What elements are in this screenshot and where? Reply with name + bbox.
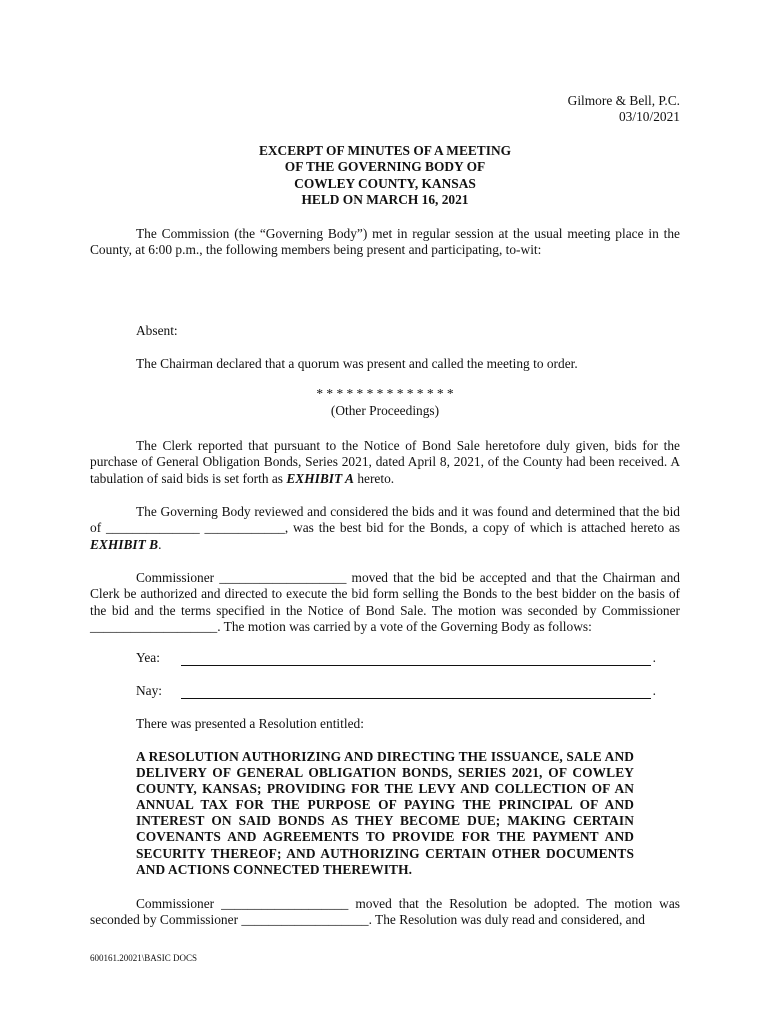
- presented-paragraph: There was presented a Resolution entitled:: [136, 716, 364, 731]
- nay-blank: [181, 686, 651, 699]
- title-line: OF THE GOVERNING BODY OF: [284, 159, 486, 175]
- document-footer: 600161.20021\BASIC DOCS: [90, 953, 198, 963]
- yea-vote-line: [136, 650, 656, 666]
- review-text: The Governing Body reviewed and considered the bids and it was found and determined that the bid of ______________ ____________, was the best bid for the Bonds, a copy of which is attached hereto as: [90, 504, 680, 536]
- other-proceedings: (Other Proceedings): [330, 403, 440, 418]
- clerk-paragraph: [90, 438, 680, 487]
- adopt-paragraph: Commissioner ___________________ moved that the Resolution be adopted. The motion was seconded by Commissioner ___________________. The Resolution was duly read and considered, and: [90, 896, 680, 928]
- quorum-paragraph: The Chairman declared that a quorum was present and called the meeting to order.: [136, 356, 578, 371]
- intro-paragraph: The Commission (the “Governing Body”) met in regular session at the usual meeting place in the County, at 6:00 p.m., the following members being present and participating, to-wit:: [90, 226, 680, 258]
- yea-blank: [181, 653, 651, 666]
- document-title: [90, 143, 680, 209]
- absent-label: Absent:: [136, 323, 178, 338]
- title-line: HELD ON MARCH 16, 2021: [301, 192, 469, 208]
- firm-name: Gilmore & Bell, P.C.: [567, 93, 680, 108]
- nay-period: .: [652, 683, 656, 698]
- exhibit-a-reference: EXHIBIT A: [286, 470, 354, 486]
- resolution-title: A RESOLUTION AUTHORIZING AND DIRECTING THE ISSUANCE, SALE AND DELIVERY OF GENERAL OBLIGATION BONDS, SERIES 2021, OF COWLEY COUNTY, KANSAS; PROVIDING FOR THE LEVY AND COLLECTION OF AN ANNUAL TAX FOR THE PURPOSE OF PAYING THE PRINCIPAL OF AND INTEREST ON SAID BONDS AS THEY BECOME DUE; MAKING CERTAIN COVENANTS AND AGREEMENTS TO PROVIDE FOR THE PAYMENT AND SECURITY THEREOF; AND AUTHORIZING CERTAIN OTHER DOCUMENTS AND ACTIONS CONNECTED THEREWITH.: [136, 749, 634, 877]
- document-date: 03/10/2021: [618, 109, 680, 125]
- yea-period: .: [652, 650, 656, 665]
- motion-paragraph: Commissioner ___________________ moved that the bid be accepted and that the Chairman and Clerk be authorized and directed to execute the bid form selling the Bonds to the best bidder on the basis of the bid and the terms specified in the Notice of Bond Sale. The motion was seconded by Commissioner ___________________. The motion was carried by a vote of the Governing Body as follows:: [90, 570, 680, 635]
- title-line: EXCERPT OF MINUTES OF A MEETING: [258, 143, 512, 158]
- nay-label: Nay:: [136, 683, 163, 698]
- review-paragraph: [90, 504, 680, 553]
- clerk-text-end: hereto.: [353, 470, 395, 486]
- exhibit-b-reference: EXHIBIT B: [90, 536, 159, 552]
- yea-label: Yea:: [136, 650, 160, 665]
- document-header: [90, 93, 680, 126]
- review-text-end: .: [158, 536, 162, 552]
- title-line: COWLEY COUNTY, KANSAS: [294, 175, 476, 191]
- separator: * * * * * * * * * * * * * *: [316, 386, 454, 401]
- nay-vote-line: [136, 683, 656, 699]
- clerk-text: The Clerk reported that pursuant to the Notice of Bond Sale heretofore duly given, bids for the purchase of General Obligation Bonds, Series 2021, dated April 8, 2021, of the County had been received. A tabulation of said bids is set forth as: [90, 438, 680, 486]
